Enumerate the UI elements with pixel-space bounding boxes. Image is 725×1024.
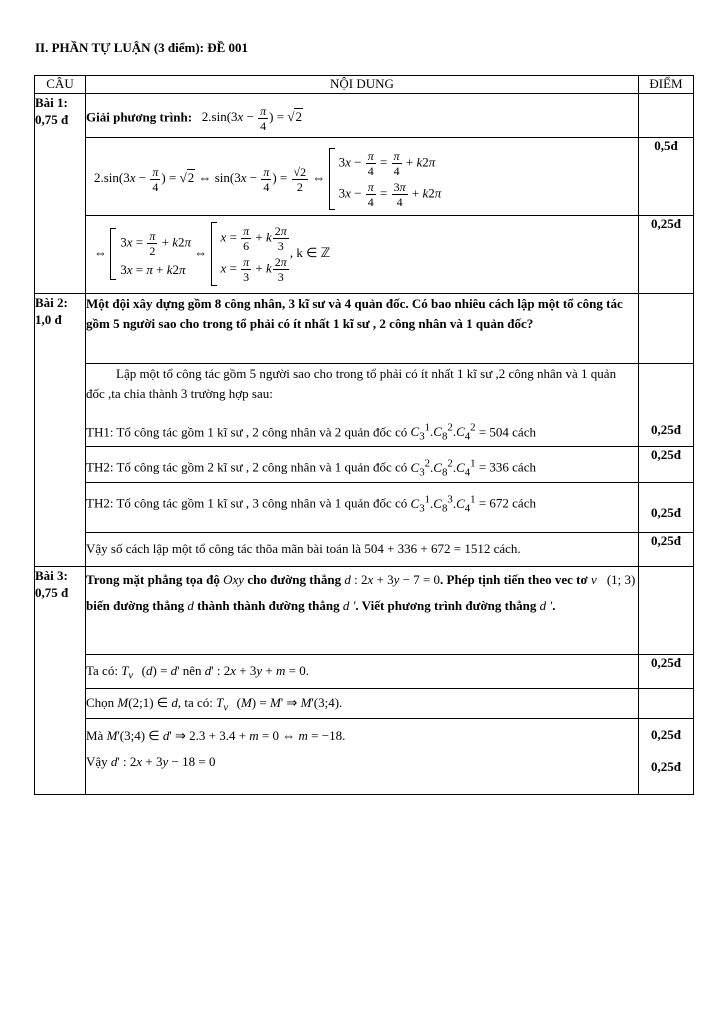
bai3-r2-row	[35, 689, 694, 719]
bai2-th3-value: = 672 cách	[478, 495, 536, 511]
bai1-label-cell	[35, 94, 86, 294]
header-noi-dung: NỘI DUNG	[86, 76, 639, 94]
bai3-q5: thành thành đường thẳng	[197, 598, 340, 614]
bai3-points: 0,75 đ	[35, 585, 69, 601]
bai3-r4-pts: 0,25đ	[651, 758, 681, 774]
bai3-r1-b: nên	[182, 663, 202, 679]
bai2-th2-value: = 336 cách	[478, 459, 536, 475]
bai3-q3: . Phép tịnh tiến theo vec tơ	[440, 572, 588, 588]
bai2-label-cell	[35, 294, 86, 567]
bai1-kz: , k ∈ ℤ	[289, 244, 331, 260]
bai2-th1: TH1: Tổ công tác gồm 1 kĩ sư , 2 công nhân và 2 quản đốc có $C_3^1.C_8^2.C_4^2 = 504$ cách	[86, 412, 639, 447]
bai2-th3-row	[35, 483, 694, 533]
answer-table	[34, 75, 694, 795]
bai3-r3-row	[35, 718, 694, 794]
bai2-intro-row	[35, 364, 694, 412]
bai2-th1-text: TH1: Tổ công tác gồm 1 kĩ sư , 2 công nhân và 2 quản đốc có	[86, 423, 408, 439]
bai2-question-pts	[639, 294, 694, 364]
bai2-th2-pts: 0,25đ	[639, 447, 694, 483]
bai2-th1-pts: 0,25đ	[639, 412, 694, 447]
bai3-q1: Trong mặt phẳng tọa độ	[86, 572, 220, 588]
bai3-r3: Mà M'(3;4) ∈ d' ⇒ 2.3 + 3.4 + m = 0 ⇔ m = −18. Vậy d' : 2x + 3y − 18 = 0	[86, 718, 639, 794]
bai2-question-row	[35, 294, 694, 364]
bai2-th2: TH2: Tổ công tác gồm 2 kĩ sư , 2 công nhân và 1 quản đốc có $C_3^2.C_8^2.C_4^1 = 336$ cách	[86, 447, 639, 483]
bai1-points: 0,75 đ	[35, 112, 69, 127]
bai3-q6: . Viết phương trình đường thẳng	[355, 598, 537, 614]
bai1-question	[86, 94, 639, 138]
bai3-r1-a: Ta có:	[86, 663, 118, 679]
bai2-th1-value: = 504 cách	[478, 423, 536, 439]
bai1-question-row	[35, 94, 694, 138]
bai2-points: 1,0 đ	[35, 312, 62, 327]
section-heading: II. PHẦN TỰ LUẬN (3 điểm): ĐỀ 001	[35, 40, 249, 55]
bai1-step1-row	[35, 138, 694, 216]
bai3-r1-pts: 0,25đ	[639, 655, 694, 689]
bai3-q2: cho đường thẳng	[247, 572, 342, 588]
bai2-th3-pts: 0,25đ	[639, 483, 694, 533]
bai2-th3: TH2: Tổ công tác gồm 1 kĩ sư , 3 công nhân và 1 quản đốc có $C_3^1.C_8^3.C_4^1 = 672$ cách	[86, 483, 639, 533]
bai1-equation: 2.sin(3x − $\frac{\pi}{4}$ ) = √2	[195, 104, 302, 133]
bai1-label: Bài 1:	[35, 95, 68, 110]
bai3-r2-pts	[639, 689, 694, 719]
bai3-q4: biến đường thẳng	[86, 598, 185, 614]
bai2-label: Bài 2:	[35, 295, 68, 310]
bai3-question-row	[35, 567, 694, 655]
bai3-question-pts	[639, 567, 694, 655]
bai3-r1-row	[35, 655, 694, 689]
bai1-title: Giải phương trình:	[86, 109, 193, 125]
bai2-question: Một đội xây dựng gồm 8 công nhân, 3 kĩ sư và 4 quản đốc. Có bao nhiêu cách lập một tổ công tác gồm 5 người sao cho trong tổ phải có ít nhất 1 kĩ sư , 2 công nhân và 1 quản đốc?	[86, 294, 639, 364]
bai2-intro: Lập một tổ công tác gồm 5 người sao cho trong tổ phải có ít nhất 1 kĩ sư ,2 công nhân và 1 quản đốc ,ta chia thành 3 trường hợp sau:	[86, 364, 639, 412]
bai2-sum-row	[35, 533, 694, 567]
bai3-r3-pts-cell	[639, 718, 694, 794]
header-cau: CÂU	[35, 76, 86, 94]
bai2-sum-pts: 0,25đ	[639, 533, 694, 567]
bai3-label-cell	[35, 567, 86, 795]
bai1-step2: ⇔ 3x = $\frac{\pi}{2}$ + k2π 3x = π + k2π ⇔ x = $\frac{\pi}{6}$ + k $\frac{2\pi}{3}$ x = $\frac{\pi}{3}$ + k $\frac{2\pi}{3}$ , k ∈ ℤ	[86, 216, 639, 294]
bai2-th3-text: TH2: Tổ công tác gồm 1 kĩ sư , 3 công nhân và 1 quản đốc có	[86, 495, 408, 511]
bai3-r3-pts: 0,25đ	[651, 726, 681, 742]
bai2-th1-row	[35, 412, 694, 447]
bai3-r3-a: Mà	[86, 727, 104, 743]
bai3-r1: Ta có: $T_{v⃗}(d) = d'$ nên d' : 2x + 3y + m = 0.	[86, 655, 639, 689]
bai1-step2-row	[35, 216, 694, 294]
table-header-row	[35, 76, 694, 94]
bai1-step2-pts: 0,25đ	[639, 216, 694, 294]
bai1-question-pts	[639, 94, 694, 138]
bai1-step1-pts: 0,5đ	[639, 138, 694, 216]
header-diem: ĐIỂM	[639, 76, 694, 94]
bai2-sum: Vậy số cách lập một tổ công tác thõa mãn bài toán là 504 + 336 + 672 = 1512 cách.	[86, 533, 639, 567]
bai3-question: Trong mặt phẳng tọa độ Oxy cho đường thẳng d : 2x + 3y − 7 = 0. Phép tịnh tiến theo vec tơ v⃗(1; 3) biến đường thẳng d thành thành đường thẳng d '. Viết phương trình đường thẳng d '.	[86, 567, 639, 655]
bai2-th2-row	[35, 447, 694, 483]
bai3-r2: Chọn M(2;1) ∈ d, ta có: $T_{v⃗}(M) = M'$ ⇒ M'(3;4).	[86, 689, 639, 719]
bai2-intro-pts	[639, 364, 694, 412]
bai1-step1: 2.sin(3x − $\frac{\pi}{4}$ ) = √2 ⇔ sin(3x − $\frac{\pi}{4}$ ) = $\frac{√2}{2}$ ⇔ 3x − $\frac{\pi}{4}$ = $\frac{\pi}{4}$ + k2π 3x − $\frac{\pi}{4}$ = $\frac{3\pi}{4}$ + k2π	[86, 138, 639, 216]
bai2-th2-text: TH2: Tổ công tác gồm 2 kĩ sư , 2 công nhân và 1 quản đốc có	[86, 459, 408, 475]
bai3-label: Bài 3:	[35, 568, 68, 584]
bai3-r2-b: , ta có:	[177, 695, 213, 711]
bai3-r4-a: Vậy	[86, 753, 108, 769]
bai3-r2-a: Chọn	[86, 695, 115, 711]
